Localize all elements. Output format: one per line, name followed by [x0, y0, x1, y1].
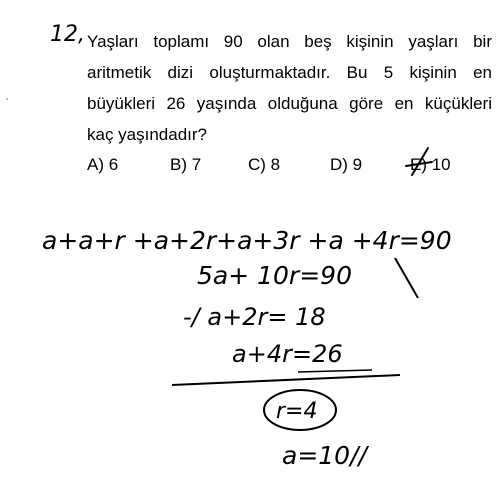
- underline-stroke-short: [298, 370, 372, 372]
- option-e[interactable]: E) 10: [410, 155, 451, 174]
- option-a[interactable]: A) 6: [87, 155, 119, 174]
- work-line-3: -/ a+2r= 18: [183, 303, 326, 331]
- question-line: Yaşları toplamı 90 olan beş kişinin yaşları bir: [87, 32, 492, 51]
- question-number: 12,: [50, 22, 85, 47]
- answer-check-mark: [406, 148, 432, 175]
- work-line-6: a=10//: [282, 441, 367, 470]
- work-line-1: a+a+r +a+2r+a+3r +a +4r=90: [42, 226, 452, 255]
- underline-stroke: [172, 375, 400, 385]
- question-line: aritmetik dizi oluşturmaktadır. Bu 5 kişinin en: [87, 63, 492, 82]
- option-b[interactable]: B) 7: [170, 155, 202, 174]
- question-line: kaç yaşındadır?: [87, 125, 208, 144]
- option-c[interactable]: C) 8: [248, 155, 281, 174]
- question-line: büyükleri 26 yaşında olduğuna göre en küçükleri: [87, 94, 492, 113]
- work-line-4: a+4r=26: [232, 340, 343, 368]
- work-line-2: 5a+ 10r=90: [197, 261, 352, 290]
- pen-stroke: [395, 258, 418, 298]
- option-d[interactable]: D) 9: [330, 155, 363, 174]
- work-line-5: r=4: [276, 399, 318, 424]
